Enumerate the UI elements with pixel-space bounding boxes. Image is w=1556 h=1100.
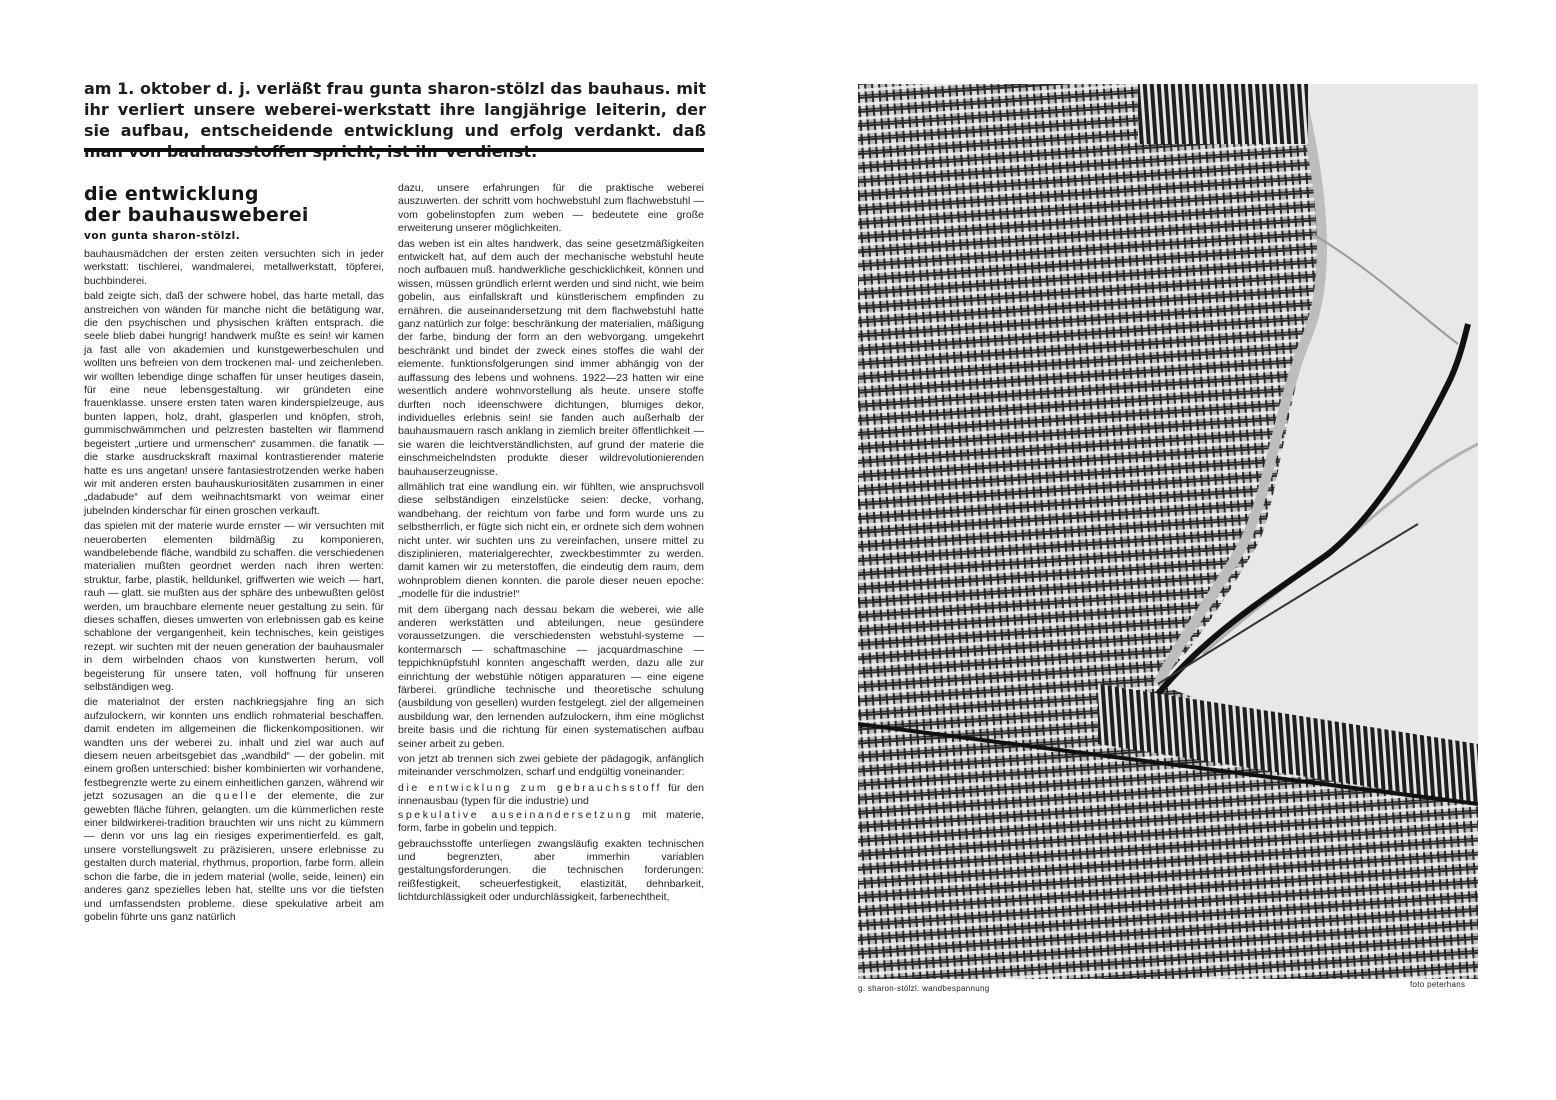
photo-caption: g. sharon-stölzl. wandbespannung <box>858 984 990 993</box>
body-paragraph: dazu, unsere erfahrungen für die praktische weberei auszuwerten. der schritt vom hochwebstuhl zum flachwebstuhl — vom gobelinstopfen zum weben — bedeutete eine große erweiterung unserer möglichkeiten. <box>398 182 704 235</box>
body-text: die materialnot der ersten nachkriegsjahre fing an sich aufzulockern, wir konnten uns endlich rohmaterial beschaffen. damit endeten im allgemeinen die flickenkompositionen. wir wandten uns der weberei zu. inhalt und ziel war auch auf diesem neuen arbeitsgebiet das „wandbild“ — der gobelin. mit einem großen unterschied: bisher kombinierten wir vorhandene, festbegrenzte werte zu einem einheitlichen ganzen, während wir jetzt sozusagen an die <box>84 696 384 803</box>
body-paragraph: gebrauchsstoffe unterliegen zwangsläufig exakten technischen und begrenzten, aber immerhin variablen gestaltungsforderungen. die technischen forderungen: reißfestigkeit, scheuerfestigkeit, elastizität, dehnbarkeit, lichtdurchlässigkeit oder undurchlässigkeit, farbenechtheit, <box>398 837 704 904</box>
body-paragraph: das weben ist ein altes handwerk, das seine gesetzmäßigkeiten entwickelt hat, auf dem auch der mechanische webstuhl heute noch aufbauen muß. handwerkliche geschicklichkeit, können und wissen, müssen gründlich erlernt werden und sind nicht, wie beim gobelin, aus einfallskraft und künstlerischem empfinden zu ernähren. die auseinandersetzung mit dem flachwebstuhl hatte ganz natürlich zur folge: beschränkung der materialien, mäßigung der farbe, bindung der form an den webvorgang. umgekehrt beschränkt und bindet der zweck eines stoffes die wahl der elemente. funktionsfolgerungen sind immer abhängig von der auffassung des lebens und wohnens. 1922—23 hatten wir eine wesentlich andere wohnvorstellung als heute. unsere stoffe durften noch ideenschwere dichtungen, blumiges dekor, individuelles erlebnis sein! sie fanden auch außerhalb der bauhausmauern rasch anklang in ziemlich breiter öffentlichkeit — sie waren die leichtverständlichsten, auf grund der materie die einschmeichelndsten produkte dieser wildrevolutionierenden bauhauserzeugnisse. <box>398 237 704 478</box>
body-paragraph: bauhausmädchen der ersten zeiten versuchten sich in jeder werkstatt: tischlerei, wandmalerei, metallwerkstatt, töpferei, buchbinderei. <box>84 248 384 287</box>
spaced-emphasis: die entwicklung zum gebrauchsstoff <box>398 781 663 794</box>
intro-paragraph: am 1. oktober d. j. verläßt frau gunta sharon-stölzl das bauhaus. mit ihr verliert unsere weberei-werkstatt ihre langjährige leiterin, der sie aufbau, entscheidende entwicklung und erfolg verdankt. daß <box>84 79 706 140</box>
article-column-2 <box>398 182 704 907</box>
article-title-line1: die entwicklung <box>84 183 259 205</box>
spaced-emphasis: spekulative auseinandersetzung <box>398 808 633 821</box>
article-byline: von gunta sharon-stölzl. <box>84 230 241 242</box>
photo-credit: foto peterhans <box>1410 980 1466 989</box>
article-column-1 <box>84 248 384 926</box>
woven-fabric-photo <box>858 84 1478 979</box>
body-paragraph: allmählich trat eine wandlung ein. wir fühlten, wie anspruchsvoll diese selbständigen einzelstücke seien: decke, vorhang, wandbehang. der reichtum von farbe und form wurde uns zu selbstherrlich, er fügte sich nicht ein, er ordnete sich dem wohnen nicht unter. wir suchten uns zu vereinfachen, unsere mittel zu disziplinieren, materialgerechter, zweckbestimmter zu werden. damit kamen wir zu meterstoffen, die eindeutig dem raum, dem wohnproblem dienen konnten. die parole dieser neuen epoche: „modelle für die industrie!“ <box>398 480 704 601</box>
body-text: für den innenausbau (typen für die industrie) und <box>398 781 704 808</box>
body-paragraph: mit dem übergang nach dessau bekam die weberei, wie alle anderen werkstätten und abteilungen, neue gesündere voraussetzungen. die verschiedensten webstuhl-systeme — kontermarsch — schaftmaschine — jacquardmaschine — teppichknüpfstuhl konnten angeschafft werden, dazu alle zur einrichtung der webstühle nötigen apparaturen — eine eigene färberei. gründliche technische und theoretische schulung (ausbildung von gesellen) wurden festgelegt. ziel der allgemeinen ausbildung war, den lernenden aufzulockern, ihm eine möglichst breite basis und die richtung für einen systematischen aufbau seiner arbeit zu geben. <box>398 603 704 750</box>
body-paragraph <box>398 782 704 836</box>
article-title-block <box>84 184 384 243</box>
article-title-line2: der bauhausweberei <box>84 204 309 226</box>
body-paragraph: von jetzt ab trennen sich zwei gebiete der pädagogik, anfänglich miteinander verschmolzen, scharf und endgültig voneinander: <box>398 753 704 779</box>
fabric-photo-illustration <box>858 84 1478 979</box>
body-paragraph: das spielen mit der materie wurde ernster — wir versuchten mit neueroberten elementen bildmäßig zu komponieren, wandbelebende fläche, wandbild zu schaffen. die verschiedenen materialien mußten geordnet werden nach ihren werten: struktur, farbe, plastik, helldunkel, griffwerten wie weich — hart, rauh — glatt. sie mußten aus der sphäre des unbewußten gelöst werden, um brauchbare elemente neuer gestaltung zu sein. für dieses schaffen, dieses umwerten von erlebnissen gab es keine schablone der vergangenheit, kein technisches, kein geistiges rezept. wir suchten mit der neuen generation der bauhausmaler in dem wirbelnden chaos von kunstwerten herum, voll begeisterung für unsere taten, voll hoffnung für unseren selbständigen weg. <box>84 520 384 693</box>
body-paragraph <box>84 696 384 924</box>
body-paragraph: bald zeigte sich, daß der schwere hobel, das harte metall, das anstreichen von wänden für manche nicht die betätigung war, die den psychischen und physischen kräften entsprach. die seele blieb dabei hungrig! handwerk mußte es sein! wir kamen ja fast alle von akademien und kunstgewerbeschulen und wollten uns befreien von dem trockenen mal- und zeichenleben. wir wollten lebendige dinge schaffen für unser heutiges dasein, für eine neue lebensgestaltung. wir gründeten eine frauenklasse. unsere ersten taten waren kinderspielzeuge, aus bunten lappen, holz, draht, glasperlen und knöpfen, stroh, gummischwämmchen und pelzresten bastelten wir flammend begeistert „urtiere und urmenschen“ zusammen. die fanatik — die starke ausdruckskraft maximal kontrastierender materie hatte es uns angetan! unsere fantasiestrotzenden werke haben wir mit anderen ersten bauhauskuriositäten zusammen in einer „dadabude“ auf dem weihnachtsmarkt von weimar einer jubelnden kinderschar für einen groschen verkauft. <box>84 290 384 517</box>
divider-rule <box>84 148 704 152</box>
body-text: mit materie, form, farbe in gobelin und teppich. <box>398 808 704 835</box>
spaced-emphasis: quelle <box>215 790 259 803</box>
body-text: der elemente, die zur gewebten fläche führen, gelangten. um die kümmerlichen reste einer bildwirkerei-tradition brauchten wir uns nicht zu kümmern — denn vor uns lag ein riesiges experimentierfeld. es galt, unsere vorstellungswelt zu präzisieren, unsere erlebnisse zu gestalten durch material, rhythmus, proportion, farbe form. allein schon die farbe, die in jedem material (wolle, seide, leinen) ein anderes ganz spezielles leben hat, stellte uns vor die tiefsten und umfassendsten probleme. diese spekulative arbeit am gobelin führte uns ganz natürlich <box>84 790 384 923</box>
